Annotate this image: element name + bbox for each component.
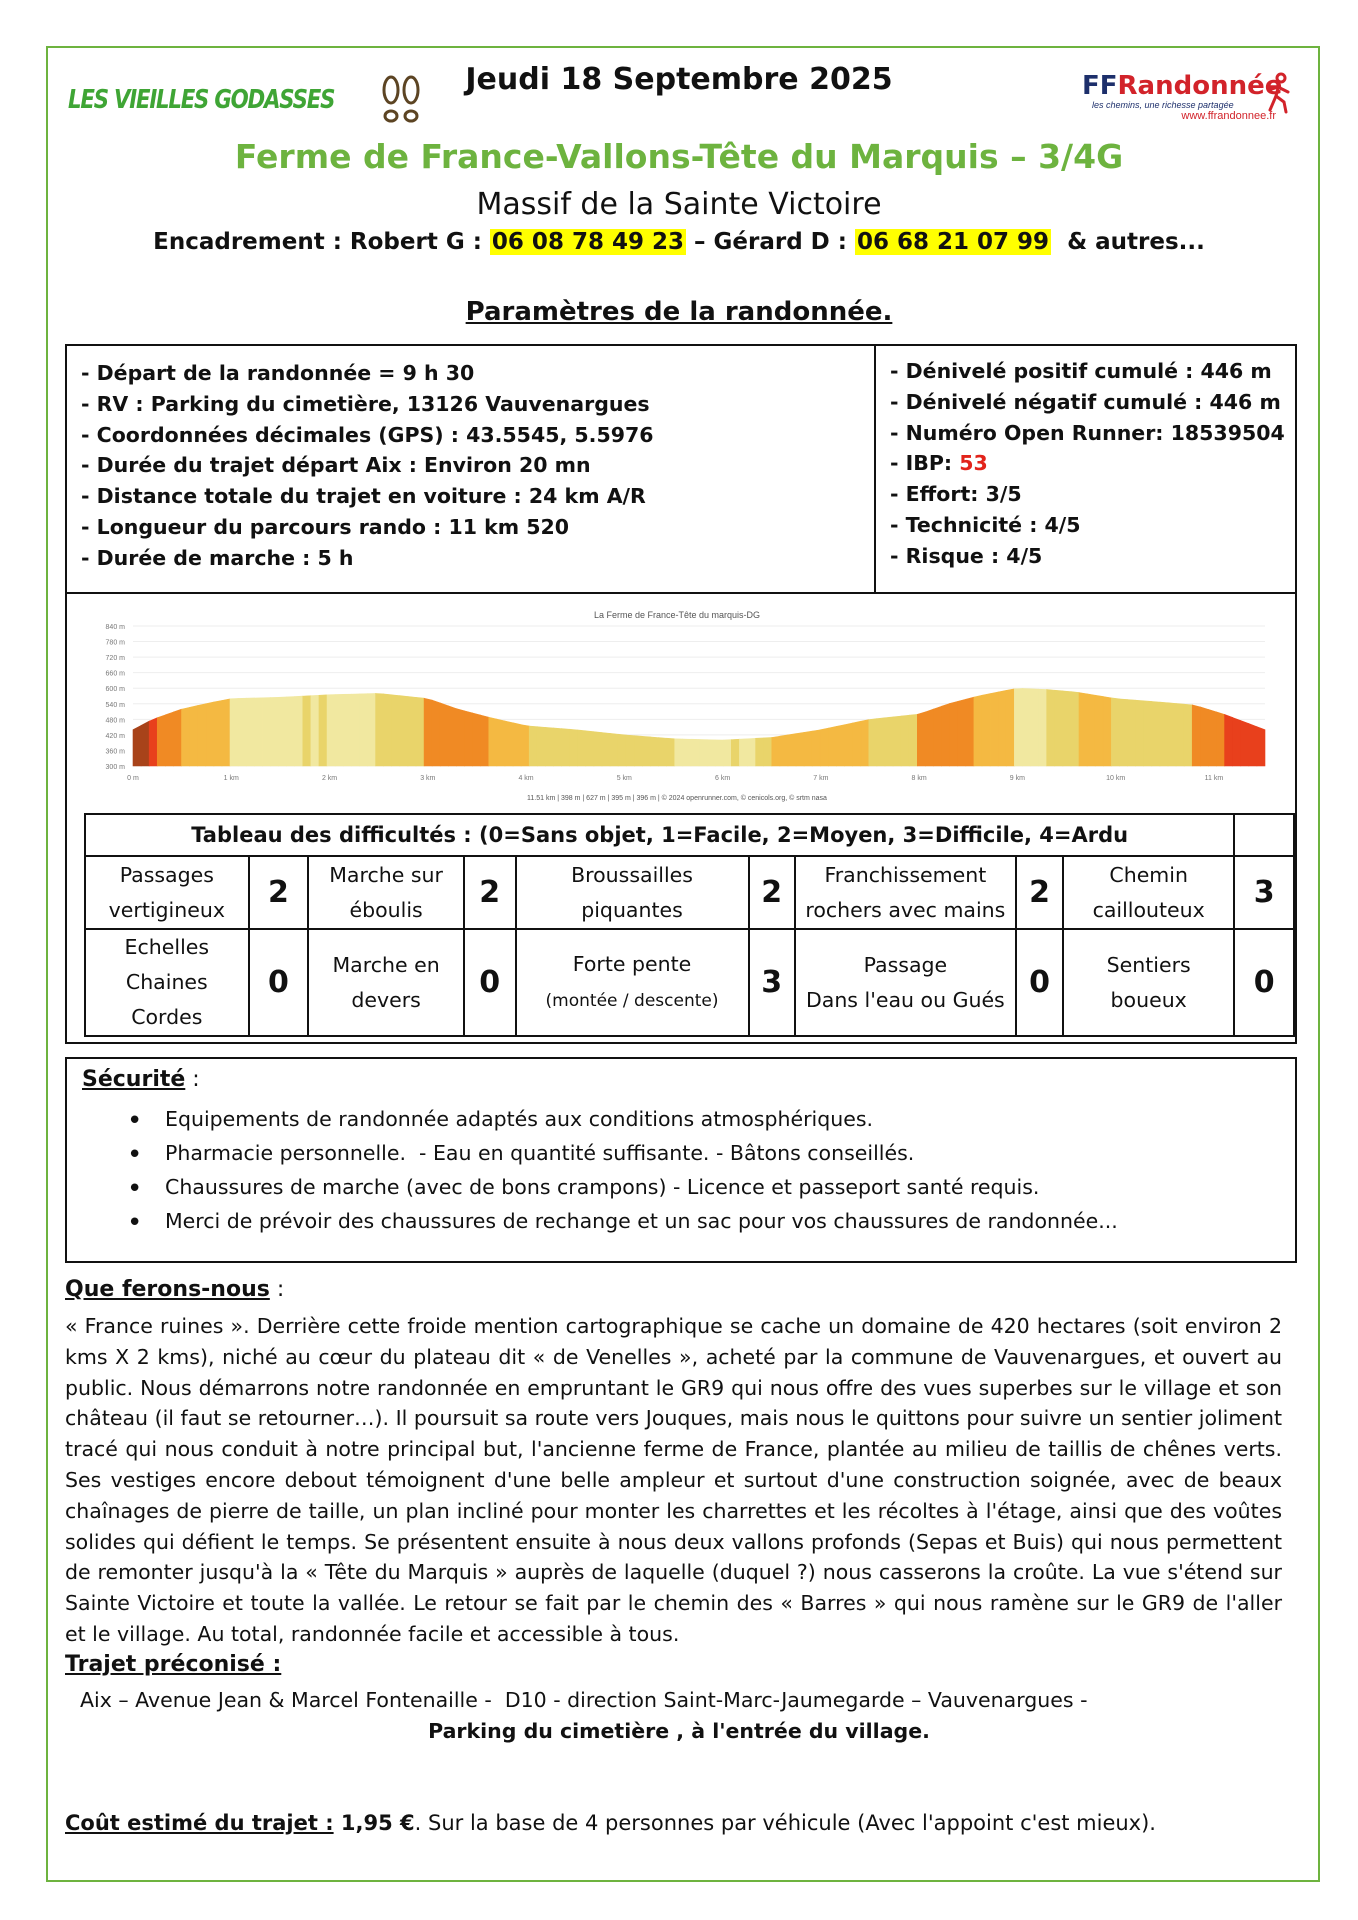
profile-segment xyxy=(327,695,335,766)
profile-segment xyxy=(1257,727,1265,766)
params-heading: Paramètres de la randonnée. xyxy=(465,297,893,327)
x-tick-label: 0 m xyxy=(127,775,139,782)
profile-segment xyxy=(990,692,998,766)
difficulty-label: Passage Dans l'eau ou Gués xyxy=(795,929,1016,1036)
difficulty-value: 2 xyxy=(1016,856,1063,929)
profile-segment xyxy=(667,738,675,766)
profile-segment xyxy=(796,732,804,766)
profile-segment xyxy=(772,736,780,766)
profile-segment xyxy=(416,697,424,766)
profile-segment xyxy=(1128,700,1136,766)
route-line: Aix – Avenue Jean & Marcel Fontenaille - D10 - direction Saint-Marc-Jaumegarde – Vauvenargues - xyxy=(80,1688,1088,1712)
profile-segment xyxy=(1087,694,1095,766)
param-ibp: - IBP: 53 xyxy=(890,451,988,476)
profile-segment xyxy=(650,737,658,766)
profile-segment xyxy=(925,709,933,766)
profile-segment xyxy=(877,718,885,766)
param-line: - RV : Parking du cimetière, 13126 Vauvenargues xyxy=(81,391,650,416)
profile-segment xyxy=(545,727,553,766)
profile-segment xyxy=(343,694,351,766)
profile-segment xyxy=(497,719,505,766)
profile-segment xyxy=(481,715,489,766)
profile-segment xyxy=(1063,691,1071,766)
profile-segment xyxy=(788,734,796,766)
x-tick-label: 3 km xyxy=(420,775,436,782)
profile-segment xyxy=(626,735,634,766)
profile-segment xyxy=(182,707,190,766)
profile-segment xyxy=(149,718,157,766)
profile-segment xyxy=(659,738,667,766)
y-tick-label: 420 m xyxy=(105,732,125,740)
profile-segment xyxy=(238,698,246,766)
cost-line: Coût estimé du trajet : 1,95 €. Sur la base de 4 personnes par véhicule (Avec l'appoint c'est mieux). xyxy=(65,1811,1156,1835)
profile-segment xyxy=(1119,699,1127,766)
profile-segment xyxy=(974,695,982,766)
elevation-profile-chart xyxy=(77,602,1277,802)
profile-segment xyxy=(1152,701,1160,766)
profile-segment xyxy=(141,721,149,766)
chart-footer: 11.51 km | 398 m | 627 m | 395 m | 396 m | © 2024 openrunner.com, © cenicols.org, © srtm nasa xyxy=(527,795,827,802)
profile-segment xyxy=(578,730,586,766)
profile-segment xyxy=(570,729,578,766)
club-logo-text: LES VIEILLES GODASSES xyxy=(68,85,335,115)
param-line: - Distance totale du trajet en voiture : 24 km A/R xyxy=(81,484,646,509)
profile-and-difficulties xyxy=(65,592,1297,1044)
profile-segment xyxy=(319,695,327,766)
profile-segment xyxy=(804,731,812,766)
profile-segment xyxy=(1168,703,1176,766)
ibp-value: 53 xyxy=(959,451,988,476)
difficulty-value: 2 xyxy=(464,856,516,929)
profile-segment xyxy=(440,703,448,766)
profile-segment xyxy=(699,739,707,766)
profile-segment xyxy=(901,715,909,766)
profile-segment xyxy=(1216,712,1224,766)
x-tick-label: 8 km xyxy=(911,775,927,782)
profile-segment xyxy=(529,726,537,766)
profile-segment xyxy=(173,709,181,766)
profile-segment xyxy=(262,698,270,766)
difficulty-label: Broussailles piquantes xyxy=(516,856,749,929)
params-left xyxy=(67,346,876,592)
difficulty-value: 3 xyxy=(749,929,795,1036)
profile-segment xyxy=(270,697,278,766)
profile-segment xyxy=(845,723,853,766)
param-line: - Départ de la randonnée = 9 h 30 xyxy=(81,361,475,385)
profile-segment xyxy=(432,700,440,766)
profile-segment xyxy=(715,740,723,766)
profile-segment xyxy=(1079,693,1087,766)
description-text: « France ruines ». Derrière cette froide mention cartographique se cache un domaine de 420 hectares (soit environ 2 kms X 2 kms), niché au cœur du plateau dit « de Venelles », acheté par la commune de Vauvenargues, et ouvert au public. Nous démarrons notre randonnée en empruntant le GR9 qui nous offre des vues superbes sur le village et son château (il faut se retourner…). Il poursuit sa route vers Jouques, mais nous le quittons pour suivre un sentier joliment tracé qui nous conduit à notre principal but, l'ancienne ferme de France, plantée au milieu de taillis de chênes verts. Ses vestiges encore debout témoignent d'une belle ampleur et surtout d'une construction soignée, avec de beaux chaînages de pierre de taille, un plan incliné pour monter les charrettes et les récoltes à l'étage, ainsi que des voûtes solides qui défient le temps. Se présentent ensuite à nous deux vallons profonds (Sepas et Buis) qui nous permettent de remonter jusqu'à la « Tête du Marquis » auprès de laquelle (duquel ?) nous casserons la croûte. La vue s'étend sur Sainte Victoire et toute la vallée. Le retour se fait par le chemin des « Barres » qui nous ramène sur le GR9 de l'aller et le village. Au total, randonnée facile et accessible à tous. xyxy=(65,1314,1282,1646)
profile-segment xyxy=(303,696,311,766)
profile-segment xyxy=(1095,695,1103,766)
param-line: - Dénivelé positif cumulé : 446 m xyxy=(890,359,1272,383)
profile-segment xyxy=(384,694,392,766)
profile-segment xyxy=(230,698,238,766)
x-tick-label: 5 km xyxy=(616,775,632,782)
profile-segment xyxy=(861,720,869,766)
security-list xyxy=(127,1103,1118,1239)
difficulty-label: Marche en devers xyxy=(308,929,464,1036)
profile-segment xyxy=(1192,705,1200,766)
profile-segment xyxy=(1200,707,1208,766)
profile-segment xyxy=(537,727,545,766)
param-line: - Effort: 3/5 xyxy=(890,482,1022,507)
profile-segment xyxy=(618,734,626,766)
param-line: - Longueur du parcours rando : 11 km 520 xyxy=(81,514,570,539)
profile-segment xyxy=(214,700,222,766)
profile-segment xyxy=(1006,689,1014,766)
x-tick-label: 7 km xyxy=(813,775,829,782)
profile-segment xyxy=(473,713,481,766)
param-line: - Numéro Open Runner: 18539504 xyxy=(890,420,1285,445)
profile-segment xyxy=(1022,688,1030,766)
profile-segment xyxy=(133,725,141,766)
profile-segment xyxy=(1233,718,1241,766)
difficulty-label: Forte pente (montée / descente) xyxy=(516,929,749,1036)
param-line: - Risque : 4/5 xyxy=(890,543,1043,568)
que-ferons-nous-title: Que ferons-nous : xyxy=(65,1277,285,1302)
profile-segment xyxy=(376,693,384,766)
profile-segment xyxy=(400,696,408,766)
profile-segment xyxy=(359,694,367,766)
x-tick-label: 11 km xyxy=(1204,775,1224,782)
profile-segment xyxy=(675,739,683,766)
profile-segment xyxy=(1184,704,1192,766)
profile-segment xyxy=(780,735,788,766)
profile-segment xyxy=(198,704,206,766)
profile-segment xyxy=(594,732,602,766)
params-box xyxy=(65,344,1297,594)
profile-segment xyxy=(586,731,594,766)
profile-segment xyxy=(287,697,295,766)
difficulty-label: Echelles Chaines Cordes xyxy=(85,929,249,1036)
profile-segment xyxy=(1176,703,1184,766)
profile-segment xyxy=(642,736,650,766)
profile-segment xyxy=(893,716,901,766)
security-title: Sécurité : xyxy=(82,1067,200,1092)
profile-segment xyxy=(553,728,561,766)
difficulty-label: Sentiers boueux xyxy=(1063,929,1234,1036)
profile-segment xyxy=(246,698,254,766)
profile-segment xyxy=(1144,701,1152,766)
hike-title: Ferme de France-Vallons-Tête du Marquis – 3/4G xyxy=(234,137,1124,176)
profile-segment xyxy=(917,712,925,766)
profile-segment xyxy=(1103,697,1111,766)
profile-segment xyxy=(1031,689,1039,766)
profile-segment xyxy=(465,711,473,766)
x-tick-label: 10 km xyxy=(1106,775,1126,782)
profile-segment xyxy=(836,725,844,766)
difficulty-value: 0 xyxy=(1016,929,1063,1036)
profile-segment xyxy=(254,698,262,766)
ffrandonnee-logo: FFRandonnée les chemins, une richesse partagée www.ffrandonnee.fr xyxy=(1082,72,1294,122)
y-tick-label: 480 m xyxy=(105,717,125,725)
profile-segment xyxy=(707,740,715,766)
profile-segment xyxy=(505,721,513,766)
profile-segment xyxy=(489,717,497,766)
profile-segment xyxy=(966,697,974,766)
profile-segment xyxy=(456,709,464,766)
chart-title: La Ferme de France-Tête du marquis-DG xyxy=(593,610,761,620)
profile-segment xyxy=(958,699,966,766)
profile-segment xyxy=(885,717,893,766)
phone-robert: 06 08 78 49 23 xyxy=(491,229,684,255)
profile-segment xyxy=(1136,700,1144,766)
difficulty-value: 0 xyxy=(1234,929,1294,1036)
y-tick-label: 300 m xyxy=(105,764,125,771)
param-line: - Technicité : 4/5 xyxy=(890,512,1081,537)
profile-segment xyxy=(513,723,521,766)
profile-segment xyxy=(408,696,416,766)
difficulty-value: 2 xyxy=(249,856,309,929)
profile-segment xyxy=(222,699,230,766)
profile-segment xyxy=(933,706,941,766)
profile-segment xyxy=(424,698,432,766)
y-tick-label: 600 m xyxy=(105,686,125,694)
difficulty-label: Chemin caillouteux xyxy=(1063,856,1234,929)
profile-segment xyxy=(634,736,642,766)
profile-segment xyxy=(279,697,287,766)
y-tick-label: 660 m xyxy=(105,670,125,678)
profile-segment xyxy=(190,706,198,766)
profile-segment xyxy=(820,728,828,766)
trajet-title: Trajet préconisé : xyxy=(65,1652,282,1677)
x-tick-label: 6 km xyxy=(714,775,731,782)
y-tick-label: 360 m xyxy=(105,748,125,756)
x-tick-label: 4 km xyxy=(518,775,534,782)
difficulty-label: Marche sur éboulis xyxy=(308,856,464,929)
profile-segment xyxy=(909,714,917,766)
difficulty-label: Franchissement rochers avec mains xyxy=(795,856,1016,929)
profile-segment xyxy=(1160,702,1168,766)
security-box xyxy=(65,1057,1297,1263)
profile-segment xyxy=(950,701,958,766)
security-item: • Merci de prévoir des chaussures de rechange et un sac pour vos chaussures de randonnée... xyxy=(127,1205,1118,1239)
difficulty-value: 3 xyxy=(1234,856,1294,929)
profile-segment xyxy=(1208,709,1216,766)
difficulty-table-header: Tableau des difficultés : (0=Sans objet, 1=Facile, 2=Moyen, 3=Difficile, 4=Ardu xyxy=(85,814,1234,856)
profile-segment xyxy=(295,696,303,766)
profile-segment xyxy=(1241,721,1249,766)
hiker-icon xyxy=(1264,72,1294,114)
profile-segment xyxy=(602,733,610,766)
x-tick-label: 1 km xyxy=(223,775,239,782)
profile-segment xyxy=(1071,692,1079,766)
profile-segment xyxy=(311,695,319,766)
profile-segment xyxy=(448,706,456,766)
profile-segment xyxy=(731,739,739,766)
difficulty-value: 0 xyxy=(464,929,516,1036)
params-right xyxy=(876,346,1295,592)
security-item: • Equipements de randonnée adaptés aux conditions atmosphériques. xyxy=(127,1103,1118,1137)
difficulty-label: Passages vertigineux xyxy=(85,856,249,929)
y-tick-label: 540 m xyxy=(105,701,125,709)
profile-segment xyxy=(1039,689,1047,766)
profile-segment xyxy=(335,694,343,766)
profile-segment xyxy=(1111,698,1119,766)
profile-segment xyxy=(853,721,861,766)
profile-segment xyxy=(869,719,877,766)
param-line: - Dénivelé négatif cumulé : 446 m xyxy=(890,389,1281,414)
profile-segment xyxy=(748,738,756,766)
profile-segment xyxy=(165,712,173,766)
phone-gerard: 06 68 21 07 99 xyxy=(856,229,1050,255)
profile-segment xyxy=(1225,714,1233,766)
staff-line: Encadrement : Robert G : 06 08 78 49 23 – Gérard D : 06 68 21 07 99 & autres... xyxy=(153,229,1205,255)
profile-segment xyxy=(982,694,990,766)
param-line: - Durée du trajet départ Aix : Environ 20 mn xyxy=(81,453,591,478)
event-date: Jeudi 18 Septembre 2025 xyxy=(465,62,893,97)
difficulty-table xyxy=(84,813,1295,1037)
security-item: • Pharmacie personnelle. - Eau en quantité suffisante. - Bâtons conseillés. xyxy=(127,1137,1118,1171)
x-tick-label: 9 km xyxy=(1009,775,1025,782)
param-line: - Durée de marche : 5 h xyxy=(81,545,354,570)
profile-segment xyxy=(998,690,1006,766)
profile-segment xyxy=(739,739,747,766)
profile-segment xyxy=(1014,688,1022,766)
profile-segment xyxy=(812,730,820,766)
profile-segment xyxy=(351,694,359,766)
profile-segment xyxy=(691,739,699,766)
route-destination: Parking du cimetière , à l'entrée du village. xyxy=(428,1719,930,1743)
hike-subtitle: Massif de la Sainte Victoire xyxy=(476,187,882,222)
y-tick-label: 720 m xyxy=(105,655,125,663)
profile-segment xyxy=(756,738,764,766)
profile-segment xyxy=(828,726,836,766)
difficulty-value: 0 xyxy=(249,929,309,1036)
profile-segment xyxy=(1055,690,1063,766)
profile-segment xyxy=(764,737,772,766)
profile-segment xyxy=(562,729,570,766)
profile-segment xyxy=(723,740,731,766)
profile-segment xyxy=(392,695,400,766)
x-tick-label: 2 km xyxy=(321,775,338,782)
profile-segment xyxy=(367,693,375,766)
profile-segment xyxy=(942,703,950,766)
profile-segment xyxy=(1249,724,1257,766)
profile-segment xyxy=(157,715,165,766)
profile-segment xyxy=(683,739,691,766)
param-line: - Coordonnées décimales (GPS) : 43.5545, 5.5976 xyxy=(81,422,654,447)
profile-segment xyxy=(1047,690,1055,766)
y-tick-label: 840 m xyxy=(105,624,125,631)
profile-segment xyxy=(521,725,529,766)
profile-segment xyxy=(206,702,214,766)
y-tick-label: 780 m xyxy=(105,639,125,647)
profile-segment xyxy=(610,733,618,766)
difficulty-value: 2 xyxy=(749,856,795,929)
security-item: • Chaussures de marche (avec de bons crampons) - Licence et passeport santé requis. xyxy=(127,1171,1118,1205)
